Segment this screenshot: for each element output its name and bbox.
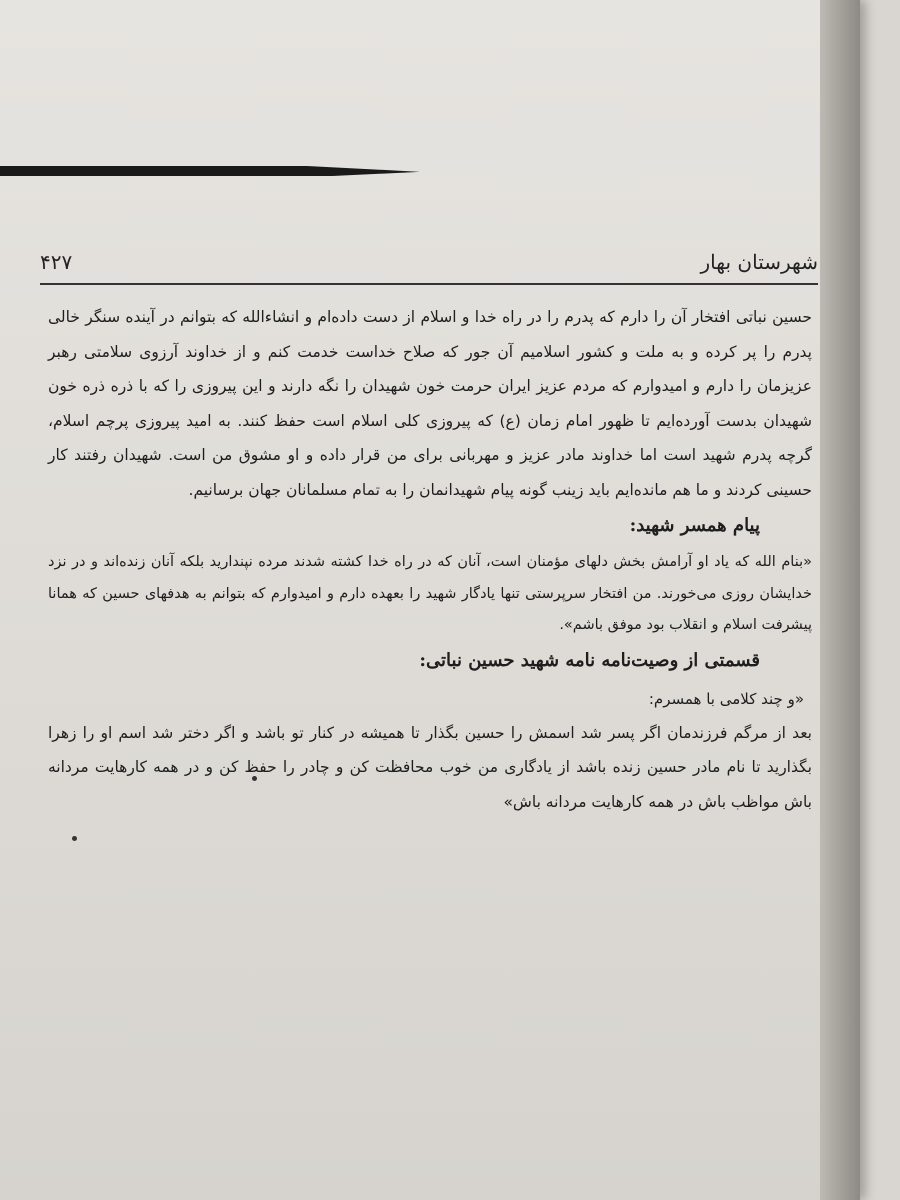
speck-mark — [252, 776, 257, 781]
heading-will-excerpt: قسمتی از وصیت‌نامه نامه شهید حسین نباتی: — [419, 649, 760, 671]
page-number: ۴۲۷ — [40, 250, 73, 274]
paragraph-1: حسین نباتی افتخار آن را دارم که پدرم را در راه خدا و اسلام از دست داده‌ام و انشاءالله که بتوانم در آینده سنگر خالی پدرم را پر کرده و به ملت و کشور اسلامیم آن جور که صلاح خداست خدمت کنم و از خداوند آرزوی سلامتی رهبر عزیزمان را دارم و امیدوارم که مردم عزیز ایران حرمت خون شهیدان را نگه دارند و این پیروزی را که با ذره ذره خون شهیدان بدست آورده‌ایم تا ظهور امام زمان (ع) که پیروزی کلی اسلام است حفظ کنند. به امید پیروزی پرچم اسلام، گرچه پدرم شهید است اما خداوند مادر عزیز و مهربانی برای من قرار داده و او مشوق من است. شهیدان رفتند کار حسینی کردند و ما هم مانده‌ایم باید زینب گونه پیام شهیدانمان را به تمام مسلمانان جهان برسانیم. — [48, 308, 812, 499]
will-intro: «و چند کلامی با همسرم: — [648, 689, 804, 708]
paragraph-2: بعد از مرگم فرزندمان اگر پسر شد اسمش را حسین بگذار تا همیشه در کنار تو باشد و اگر دختر شد اسم او را زهرا بگذارید تا نام مادر حسین زنده باشد از یادگاری من خوب محافظت کن و چادر را حفظ کن و در همه کارهایت مردانه باش مواظب باش در همه کارهایت مردانه باش» — [48, 723, 812, 811]
page-header — [40, 244, 818, 280]
page-body — [48, 300, 812, 819]
quote-wife-message: «بنام الله که یاد او آرامش بخش دلهای مؤمنان است، آنان که در راه خدا کشته شدند مرده نپندارید بلکه آنان زنده‌اند و در نزد خدایشان روزی می‌خورند. من افتخار سرپرستی تنها یادگار شهید را بعهده دارم و امیدوارم که بتوانم به هدفهای حسین که همانا پیشرفت اسلام و انقلاب بود موفق باشم». — [48, 554, 812, 633]
speck-mark — [72, 836, 77, 841]
page-edge-shadow — [820, 0, 860, 1200]
decorative-band — [0, 150, 420, 192]
header-rule — [40, 283, 818, 285]
running-head: شهرستان بهار — [700, 250, 818, 274]
heading-wife-message: پیام همسر شهید: — [629, 515, 760, 536]
